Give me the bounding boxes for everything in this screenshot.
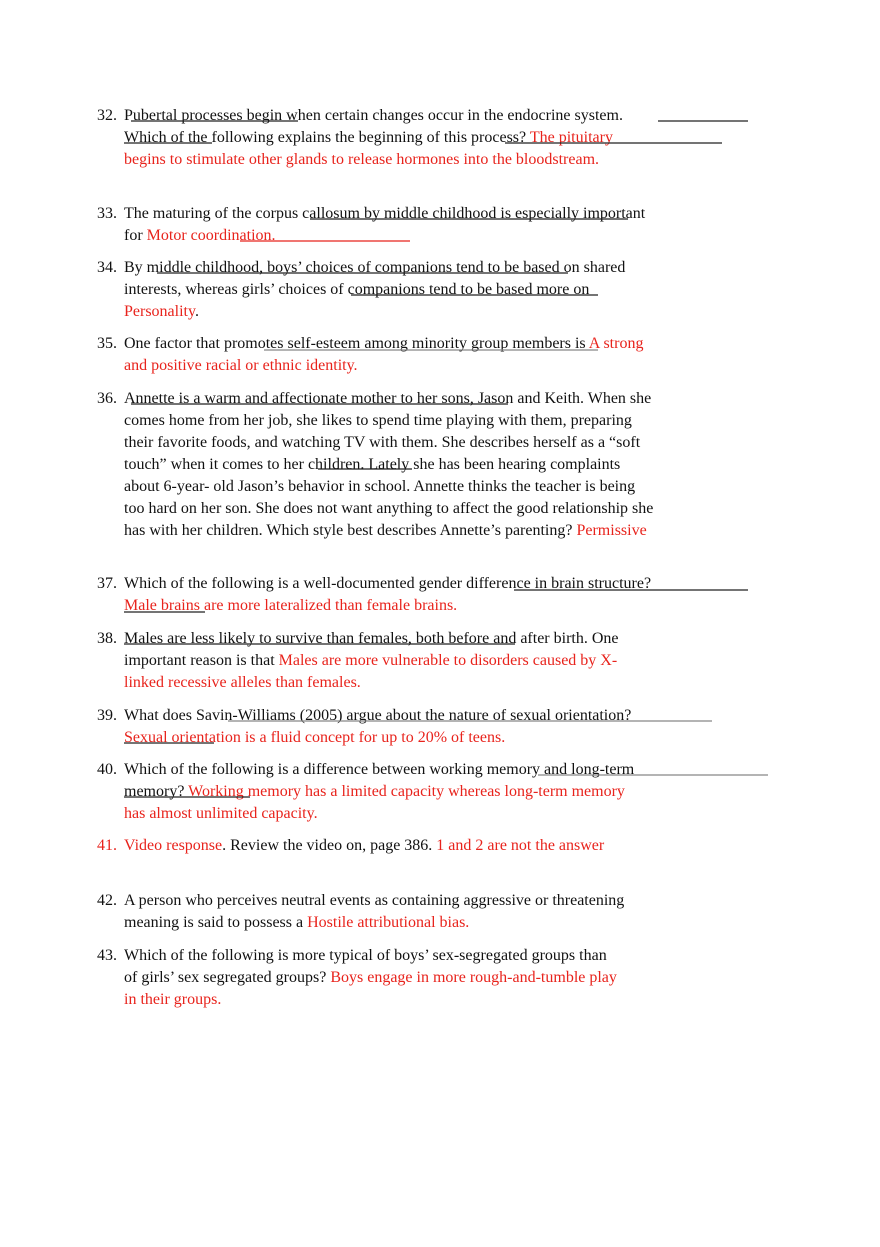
question-number: 33.	[97, 205, 117, 222]
question-text: The maturing of the corpus callosum by middle childhood is especially important for	[124, 205, 646, 244]
answer-text: Boys engage in more rough-and-tumble play in their groups.	[124, 969, 617, 1008]
answer-text: A strong and positive racial or ethnic identity.	[124, 335, 644, 374]
question-number: 39.	[97, 707, 117, 724]
question-text: By middle childhood, boys’ choices of companions tend to be based on shared interests, whereas girls’ choices of companions tend to be based more on	[124, 259, 626, 298]
answer-text: The pituitary begins to stimulate other glands to release hormones into the bloodstream.	[124, 129, 613, 168]
answer-tail: .	[194, 303, 199, 320]
question-text: Pubertal processes begin when certain changes occur in the endocrine system. Which of the following explains the beginning of this process?	[124, 107, 623, 146]
answer-text: Personality	[124, 303, 195, 320]
question-text: Annette is a warm and affectionate mother to her sons, Jason and Keith. When she comes home from her job, she likes to spend time playing with them, preparing their favorite foods, and watching TV with them. She describes herself as a “soft touch” when it comes to her children. Lately she has been hearing complaints about 6-year- old Jason’s behavior in school. Annette thinks the teacher is being too hard on her son. She does not want anything to affect the good relationship she has with her children. Which style best describes Annette’s parenting?	[124, 390, 654, 539]
question-text: A person who perceives neutral events as containing aggressive or threatening meaning is said to possess a	[124, 892, 625, 931]
question-number: 41.	[97, 837, 117, 854]
question-text: One factor that promotes self-esteem among minority group members is	[124, 335, 586, 352]
answer-text: Male brains are more lateralized than female brains.	[124, 597, 458, 614]
question-number: 32.	[97, 107, 117, 124]
question-number: 34.	[97, 259, 117, 276]
question-number: 40.	[97, 761, 117, 778]
question-text: Which of the following is more typical of boys’ sex-segregated groups than of girls’ sex segregated groups?	[124, 947, 607, 986]
question-text: . Review the video on, page 386.	[222, 837, 433, 854]
question-number: 43.	[97, 947, 117, 964]
answer-text: Males are more vulnerable to disorders caused by X-linked recessive alleles than females.	[124, 652, 618, 691]
question-number: 36.	[97, 390, 117, 407]
question-text: What does Savin-Williams (2005) argue about the nature of sexual orientation?	[124, 707, 632, 724]
answer-text: Permissive	[572, 522, 647, 539]
question-lead: Video response	[124, 837, 223, 854]
question-number: 38.	[97, 630, 117, 647]
question-text: Which of the following is a difference between working memory and long-term memory?	[124, 761, 635, 800]
question-number: 35.	[97, 335, 117, 352]
question-text: Males are less likely to survive than females, both before and after birth. One important reason is that	[124, 630, 619, 669]
answer-text: Motor coordination.	[142, 227, 276, 244]
answer-text: Working memory has a limited capacity whereas long-term memory has almost unlimited capacity.	[124, 783, 625, 822]
question-text: Which of the following is a well-documented gender difference in brain structure?	[124, 575, 652, 592]
answer-text: Sexual orientation is a fluid concept for up to 20% of teens.	[124, 729, 506, 746]
answer-text: 1 and 2 are not the answer	[432, 837, 605, 854]
question-number: 37.	[97, 575, 117, 592]
question-number: 42.	[97, 892, 117, 909]
answer-text: Hostile attributional bias.	[303, 914, 470, 931]
